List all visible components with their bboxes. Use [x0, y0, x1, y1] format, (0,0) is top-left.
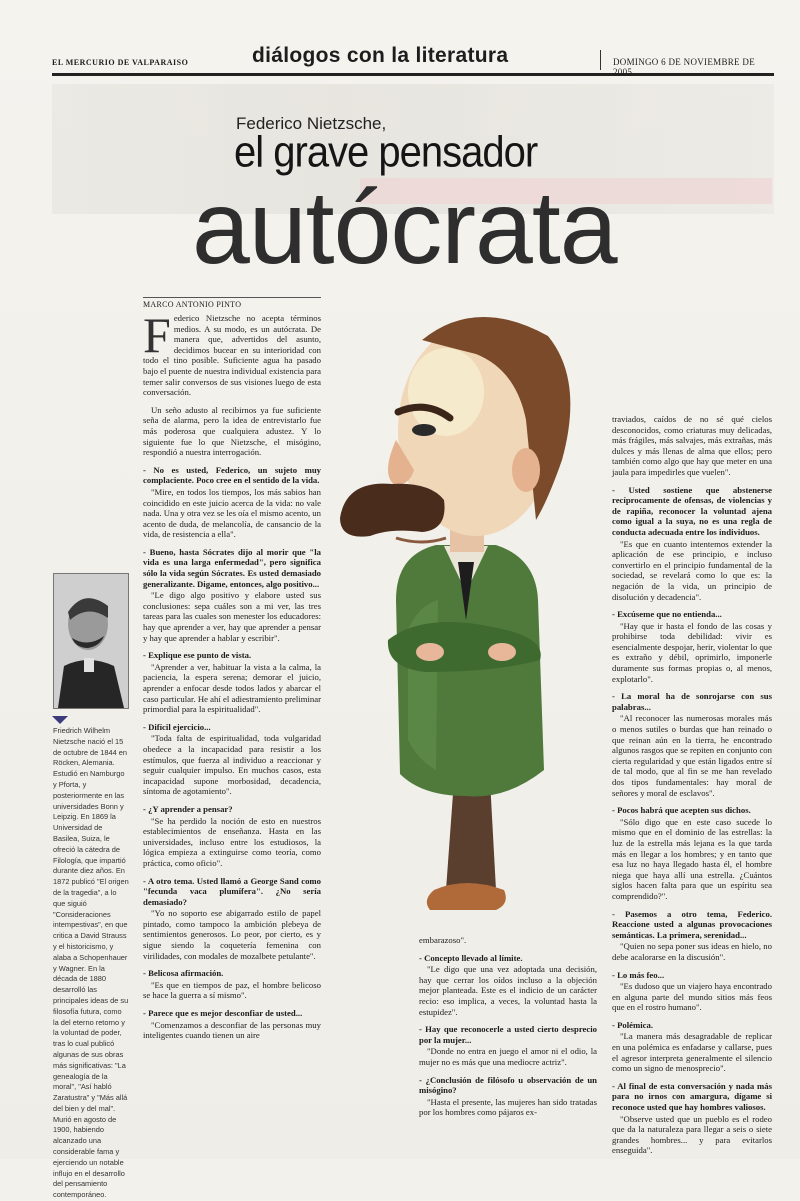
byline: MARCO ANTONIO PINTO: [143, 297, 321, 309]
question: - Polémica.: [612, 1019, 654, 1030]
intro-text: ederico Nietzsche no acepta términos medios. A su modo, es un autócrata. De manera que, advertidos del asunto, decidimos bucear en su interioridad con todo el tino posible. Suficiente agua ha pasado bajo el puente de nuestra individual existencia para temer salir conversos de sus visiones luego de esta conversación.: [143, 313, 321, 398]
question: - Concepto llevado al límite.: [419, 952, 523, 963]
question: - Pocos habrá que acepten sus dichos.: [612, 805, 751, 816]
answer: "Le digo que una vez adoptada una decisión, hay que cerrar los oídos incluso a la objeción mejor planteada. Este es el indicio de un carácter recio: eso implica, a veces, la voluntad hasta la estupidez".: [419, 964, 597, 1017]
answer: "Donde no entra en juego el amor ni el odio, la mujer no es más que una mediocre actriz".: [419, 1046, 597, 1067]
question: - Explique ese punto de vista.: [143, 650, 252, 661]
portrait-photo-graphic: [54, 574, 128, 708]
article-column-left: [143, 307, 321, 1048]
question: - Parece que es mejor desconfiar de usted...: [143, 1008, 303, 1019]
caption-marker-icon: [52, 716, 68, 724]
answer: "Yo no soporto ese abigarrado estilo de papel pintado, como tampoco la ambición plebeya de sentimientos generosos. Lo peor, por cierto, es y sigue siendo la coquetería femenina con virilidades, con modales de mozalbete petulante".: [143, 908, 321, 961]
continued-text: embarazoso".: [419, 935, 467, 945]
question: - Belicosa afirmación.: [143, 968, 224, 979]
answer: "Se ha perdido la noción de esto en nuestros establecimientos de enseñanza. Hasta en las universidades, incluso entre los estudiosos, la lógica empieza a extinguirse como teoría, como práctica, como oficio".: [143, 815, 321, 868]
continued-text: traviados, caídos de no sé qué cielos desconocidos, como criaturas muy delicadas, más frágiles, más salvajes, más extrañas, más dulces y más llenas de alma que ellos; pero también como algo que hay que meter en una jaula para impedirles que vuelen".: [612, 414, 772, 477]
nietzsche-caricature-icon: [326, 300, 596, 930]
question: - Usted sostiene que abstenerse recíprocamente de ofensas, de violencias y de rapiña, reconocer la voluntad ajena como igual a la suya, no es una regla de conducta adecuada entre los individuos.: [612, 484, 772, 537]
answer: "Aprender a ver, habituar la vista a la calma, la paciencia, la espera serena; demorar el juicio, aprender a enfocar desde todos lados y abarcar el caso particular. He ahí el adiestramiento preliminar primordial para la espiritualidad".: [143, 661, 321, 715]
headline-kicker: Federico Nietzsche,: [236, 114, 387, 133]
answer: "Quien no sepa poner sus ideas en hielo, no debe acalorarse en la discusión".: [612, 941, 772, 962]
caricature-graphic: [326, 300, 596, 930]
question: - A otro tema. Usted llamó a George Sand como "fecunda vaca plumífera". ¿No sería demasiado?: [143, 875, 321, 907]
intro-paragraph-2: Un seño adusto al recibirnos ya fue suficiente seña de alarma, pero la idea de entrevistarlo fue más poderosa que cualquiera adustez. Y lo siguiente fue lo que Nietzsche, el misógino, respondió a nuestra interrogación.: [143, 404, 321, 458]
question: - Difícil ejercicio...: [143, 721, 211, 732]
answer: "Hasta el presente, las mujeres han sido tratadas por los hombres como pájaros ex-: [419, 1096, 597, 1118]
answer: "La manera más desagradable de replicar en una polémica es enfadarse y callarse, pues el agresor interpreta generalmente el silencio como un signo de menosprecio".: [612, 1031, 772, 1074]
question: - No es usted, Federico, un sujeto muy complaciente. Poco cree en el sentido de la vida.: [143, 464, 321, 486]
answer: "Es dudoso que un viajero haya encontrado en alguna parte del mundo sitios más feos que en el rostro humano".: [612, 981, 772, 1013]
question: - Pasemos a otro tema, Federico. Reaccione usted a algunas provocaciones semánticas. La primera, serenidad...: [612, 908, 772, 940]
question: - Excúseme que no entienda...: [612, 609, 722, 620]
question: - Lo más feo...: [612, 969, 665, 980]
question: - Al final de esta conversación y nada más para no irnos con amargura, dígame si reconoce usted que hay hombres valiosos.: [612, 1080, 772, 1113]
photo-caption: Friedrich Wilhelm Nietzsche nació el 15 de octubre de 1844 en Röcken, Alemania. Estudió en Namburgo y Pforta, y posteriormente en las universidades Bonn y Leipzig. En 1869 la Universidad de Basilea, Suiza, le ofreció la cátedra de Filología, que impartió durante diez años. En 1872 publicó "El origen de la tragedia", a lo que siguió "Consideraciones intempestivas", en que critica a David Strauss y el historicismo, y alaba a Schopenhauer y Wagner. En la década de 1880 desarrolló las principales ideas de su filosofía futura, como la del eterno retorno y la voluntad de poder, tras lo cual publicó algunas de sus obras más significativas: "La genealogía de la moral", "Así habló Zaratustra" y "Más allá del bien y del mal". Murió en agosto de 1900, habiendo alcanzado una considerable fama y ejerciendo un notable influjo en el desarrollo del pensamiento contemporáneo.: [53, 726, 129, 1200]
portrait-photo-icon: [53, 573, 129, 709]
answer: "Comenzamos a desconfiar de las personas muy inteligentes cuando tienen un aire: [143, 1019, 321, 1041]
headline-line1: el grave pensador: [234, 128, 538, 177]
intro-paragraph: [143, 307, 321, 398]
answer: "Le digo algo positivo y elabore usted sus conclusiones: sepa cuáles son a mi ver, las tres tareas para las cuales son menester los educadores: hay que aprender a ver, hay que aprender a pensar y hay que aprender a hablar y escribir".: [143, 590, 321, 643]
masthead: [52, 44, 774, 76]
answer: "Hay que ir hasta el fondo de las cosas y prohibirse toda debilidad: vivir es esencialmente despojar, herir, violentar lo que es extraño y débil, oprimirlo, imponerle duramente sus formas propias o, al menos, explotarlo".: [612, 620, 772, 684]
question: - Hay que reconocerle a usted cierto desprecio por la mujer...: [419, 1024, 597, 1045]
answer: "Mire, en todos los tiempos, los más sabios han coincidido en este juicio acerca de la vida: no vale nada. Una y otra vez se les oía el mismo acento, un acento de duda, de melancolía, de cansancio de la vida, de resistencia a ella".: [143, 486, 321, 540]
question: - ¿Conclusión de filósofo u observación de un misógino?: [419, 1074, 597, 1096]
question: - La moral ha de sonrojarse con sus palabras...: [612, 691, 772, 712]
question: - Bueno, hasta Sócrates dijo al morir que "la vida es una larga enfermedad", pero significa sólo la vida según Sócrates. Es usted demasiado generalizante. Digame, entonces, algo positivo...: [143, 546, 321, 589]
answer: "Toda falta de espiritualidad, toda vulgaridad obedece a la incapacidad para resistir a los estímulos, que fuerza al individuo a reaccionar y seguir cualquier impulso. En muchos casos, esta incapacidad supone morbosidad, decadencia, síntoma de agotamiento".: [143, 733, 321, 797]
section-title: diálogos con la literatura: [252, 44, 509, 67]
question: - ¿Y aprender a pensar?: [143, 803, 233, 814]
issue-date: DOMINGO 6 DE NOVIEMBRE DE 2005: [613, 57, 755, 77]
answer: "Es que en cuanto intentemos extender la aplicación de ese principio, e incluso convertirlo en el principio fundamental de la sociedad, se revelará como lo que es: la negación de la vida, un principio de disolución y decadencia".: [612, 538, 772, 602]
newspaper-name: EL MERCURIO DE VALPARAISO: [52, 58, 189, 67]
answer: "Sólo digo que en este caso sucede lo mismo que en el dominio de las estrellas: la luz de la estrella más lejana es la que tarda más en llegar a los hombres; y en tanto que esa luz no haya llegado hasta él, el hombre niega que haya allí una estrella. ¿Cuántos siglos hacen falta para que un espíritu sea comprendido?".: [612, 816, 772, 901]
answer: "Es que en tiempos de paz, el hombre belicoso se hace la guerra a sí mismo".: [143, 979, 321, 1001]
answer: "Observe usted que un pueblo es el rodeo que da la naturaleza para llegar a seis o siete grandes hombres... y para evitarlos enseguida".: [612, 1113, 772, 1156]
answer: "Al reconocer las numerosas morales más o menos sutiles o burdas que han reinado o que reinan aún en la tierra, he encontrado algunos rasgos que se repiten en conjunto con cierta regularidad y que están ligados entre sí de tal modo, que al fin se me han revelado dos tipos fundamentales: hay moral de señores y moral de esclavos".: [612, 713, 772, 798]
masthead-divider: [600, 50, 601, 70]
headline-line2: autócrata: [192, 170, 617, 286]
drop-cap: F: [143, 307, 171, 363]
article-column-middle: [419, 935, 597, 1125]
article-column-right: [612, 414, 772, 1163]
